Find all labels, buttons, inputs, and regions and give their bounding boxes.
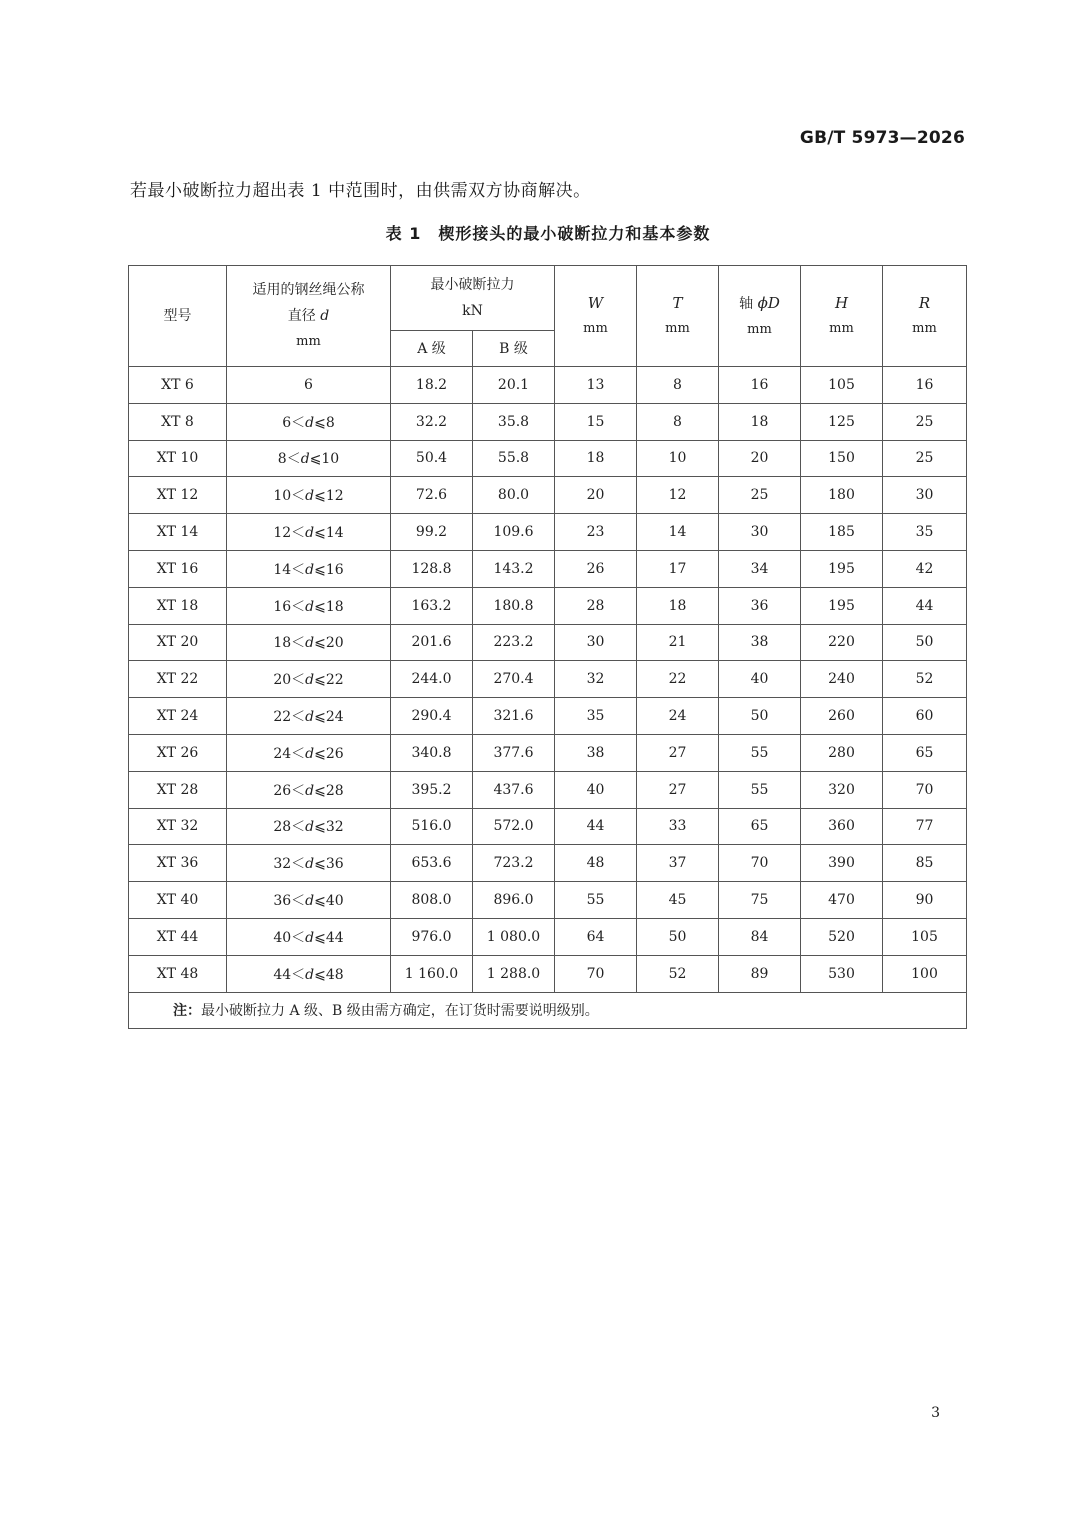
- d-symbol: d: [305, 782, 315, 799]
- cell-grade-a: 340.8: [391, 734, 473, 771]
- cell-t: 33: [637, 808, 719, 845]
- cell-phi-d: 30: [719, 514, 801, 551]
- cell-w: 48: [555, 845, 637, 882]
- d-high: 6: [304, 376, 313, 393]
- cell-r: 25: [883, 440, 967, 477]
- cell-h: 180: [801, 477, 883, 514]
- cell-h: 195: [801, 587, 883, 624]
- note-label: 注：: [173, 1003, 201, 1020]
- cell-grade-a: 516.0: [391, 808, 473, 845]
- table-row: [129, 918, 967, 955]
- cell-r: 65: [883, 734, 967, 771]
- cell-phi-d: 89: [719, 955, 801, 992]
- cell-grade-b: 180.8: [473, 587, 555, 624]
- less-equal-symbol: ⩽: [314, 561, 326, 578]
- d-low: 10: [273, 488, 292, 505]
- cell-phi-d: 40: [719, 661, 801, 698]
- d-high: 8: [325, 414, 335, 431]
- cell-t: 50: [637, 918, 719, 955]
- cell-t: 14: [637, 514, 719, 551]
- d-symbol: d: [305, 856, 315, 873]
- cell-rope-diameter: [227, 661, 391, 698]
- d-low: 28: [273, 819, 292, 836]
- cell-rope-diameter: [227, 882, 391, 919]
- less-equal-symbol: ⩽: [314, 893, 326, 910]
- cell-phi-d: 18: [719, 403, 801, 440]
- d-low: 26: [273, 782, 292, 799]
- cell-grade-b: 1 288.0: [473, 955, 555, 992]
- cell-grade-a: 163.2: [391, 587, 473, 624]
- d-symbol: d: [305, 598, 315, 615]
- table-row: [129, 403, 967, 440]
- header-w: W mm: [555, 266, 637, 367]
- cell-h: 360: [801, 808, 883, 845]
- cell-grade-b: 270.4: [473, 661, 555, 698]
- cell-w: 70: [555, 955, 637, 992]
- cell-model: XT 48: [129, 955, 227, 992]
- cell-grade-b: 1 080.0: [473, 918, 555, 955]
- standard-code: GB/T 5973—2026: [799, 128, 965, 148]
- less-equal-symbol: ⩽: [314, 414, 326, 431]
- cell-phi-d: 25: [719, 477, 801, 514]
- cell-w: 18: [555, 440, 637, 477]
- cell-rope-diameter: [227, 587, 391, 624]
- cell-grade-a: 653.6: [391, 845, 473, 882]
- table-row: [129, 808, 967, 845]
- cell-h: 390: [801, 845, 883, 882]
- cell-model: XT 6: [129, 367, 227, 404]
- cell-h: 260: [801, 698, 883, 735]
- less-equal-symbol: ⩽: [314, 709, 326, 726]
- cell-t: 22: [637, 661, 719, 698]
- cell-phi-d: 34: [719, 550, 801, 587]
- cell-t: 37: [637, 845, 719, 882]
- cell-model: XT 14: [129, 514, 227, 551]
- less-than-symbol: ＜: [291, 525, 306, 542]
- d-symbol: d: [305, 819, 315, 836]
- d-high: 32: [325, 819, 344, 836]
- cell-phi-d: 55: [719, 734, 801, 771]
- cell-rope-diameter: [227, 771, 391, 808]
- cell-grade-a: 18.2: [391, 367, 473, 404]
- cell-grade-a: 201.6: [391, 624, 473, 661]
- cell-grade-b: 896.0: [473, 882, 555, 919]
- cell-phi-d: 16: [719, 367, 801, 404]
- header-model: 型号: [129, 266, 227, 367]
- cell-r: 100: [883, 955, 967, 992]
- cell-h: 530: [801, 955, 883, 992]
- less-than-symbol: ＜: [286, 451, 301, 468]
- cell-w: 38: [555, 734, 637, 771]
- d-low: 8: [277, 451, 287, 468]
- cell-rope-diameter: [227, 367, 391, 404]
- cell-t: 8: [637, 367, 719, 404]
- cell-grade-b: 321.6: [473, 698, 555, 735]
- cell-w: 44: [555, 808, 637, 845]
- d-symbol: d: [305, 635, 315, 652]
- header-r: R mm: [883, 266, 967, 367]
- cell-r: 25: [883, 403, 967, 440]
- less-than-symbol: ＜: [291, 598, 306, 615]
- cell-h: 105: [801, 367, 883, 404]
- cell-grade-a: 244.0: [391, 661, 473, 698]
- cell-h: 185: [801, 514, 883, 551]
- cell-phi-d: 50: [719, 698, 801, 735]
- cell-h: 220: [801, 624, 883, 661]
- header-grade-b: B 级: [473, 331, 555, 367]
- d-symbol: d: [305, 709, 315, 726]
- d-high: 22: [325, 672, 344, 689]
- table-row: [129, 550, 967, 587]
- less-equal-symbol: ⩽: [314, 525, 326, 542]
- less-than-symbol: ＜: [291, 929, 306, 946]
- cell-model: XT 8: [129, 403, 227, 440]
- d-high: 20: [325, 635, 344, 652]
- less-than-symbol: ＜: [291, 745, 306, 762]
- less-equal-symbol: ⩽: [314, 635, 326, 652]
- cell-grade-a: 808.0: [391, 882, 473, 919]
- cell-h: 195: [801, 550, 883, 587]
- cell-h: 240: [801, 661, 883, 698]
- less-than-symbol: ＜: [291, 488, 306, 505]
- less-equal-symbol: ⩽: [309, 451, 322, 468]
- less-than-symbol: ＜: [291, 782, 306, 799]
- table-row: [129, 587, 967, 624]
- d-symbol: d: [305, 745, 315, 762]
- cell-model: XT 12: [129, 477, 227, 514]
- cell-rope-diameter: [227, 477, 391, 514]
- cell-rope-diameter: [227, 514, 391, 551]
- less-equal-symbol: ⩽: [314, 929, 326, 946]
- cell-h: 125: [801, 403, 883, 440]
- d-symbol: d: [305, 525, 315, 542]
- cell-grade-a: 395.2: [391, 771, 473, 808]
- parameter-table: [128, 265, 967, 1029]
- cell-grade-b: 143.2: [473, 550, 555, 587]
- table-row: [129, 514, 967, 551]
- d-high: 24: [325, 709, 344, 726]
- cell-phi-d: 84: [719, 918, 801, 955]
- cell-r: 50: [883, 624, 967, 661]
- d-low: 44: [273, 966, 292, 983]
- d-high: 26: [325, 745, 344, 762]
- header-grade-a: A 级: [391, 331, 473, 367]
- less-than-symbol: ＜: [291, 635, 306, 652]
- d-symbol: d: [300, 451, 310, 468]
- cell-w: 28: [555, 587, 637, 624]
- cell-r: 60: [883, 698, 967, 735]
- d-high: 16: [325, 561, 344, 578]
- cell-phi-d: 38: [719, 624, 801, 661]
- d-high: 40: [325, 893, 344, 910]
- cell-grade-b: 223.2: [473, 624, 555, 661]
- cell-t: 12: [637, 477, 719, 514]
- cell-rope-diameter: [227, 550, 391, 587]
- table-row: [129, 661, 967, 698]
- cell-t: 18: [637, 587, 719, 624]
- cell-r: 42: [883, 550, 967, 587]
- cell-phi-d: 36: [719, 587, 801, 624]
- cell-w: 23: [555, 514, 637, 551]
- cell-t: 52: [637, 955, 719, 992]
- table-row: [129, 698, 967, 735]
- table-row: [129, 882, 967, 919]
- less-equal-symbol: ⩽: [314, 966, 326, 983]
- d-symbol: d: [305, 672, 315, 689]
- less-equal-symbol: ⩽: [314, 819, 326, 836]
- cell-w: 40: [555, 771, 637, 808]
- cell-grade-b: 55.8: [473, 440, 555, 477]
- cell-r: 90: [883, 882, 967, 919]
- cell-model: XT 32: [129, 808, 227, 845]
- header-rope-diameter: 适用的钢丝绳公称 直径 d mm: [227, 266, 391, 367]
- d-low: 16: [273, 598, 292, 615]
- cell-grade-b: 723.2: [473, 845, 555, 882]
- cell-r: 52: [883, 661, 967, 698]
- cell-w: 30: [555, 624, 637, 661]
- table-note: [129, 992, 967, 1028]
- table-row: [129, 440, 967, 477]
- d-high: 48: [325, 966, 344, 983]
- less-than-symbol: ＜: [291, 966, 306, 983]
- less-than-symbol: ＜: [291, 893, 306, 910]
- less-than-symbol: ＜: [291, 709, 306, 726]
- d-low: 40: [273, 929, 292, 946]
- d-high: 36: [325, 856, 344, 873]
- less-than-symbol: ＜: [291, 819, 306, 836]
- cell-h: 280: [801, 734, 883, 771]
- cell-model: XT 40: [129, 882, 227, 919]
- less-equal-symbol: ⩽: [314, 856, 326, 873]
- cell-grade-a: 290.4: [391, 698, 473, 735]
- cell-rope-diameter: [227, 624, 391, 661]
- less-than-symbol: ＜: [291, 414, 306, 431]
- d-high: 44: [325, 929, 344, 946]
- cell-r: 30: [883, 477, 967, 514]
- d-high: 14: [325, 525, 344, 542]
- table-row: [129, 624, 967, 661]
- cell-h: 150: [801, 440, 883, 477]
- table-row: [129, 845, 967, 882]
- d-low: 12: [273, 525, 292, 542]
- less-than-symbol: ＜: [291, 672, 306, 689]
- table-row: [129, 955, 967, 992]
- less-than-symbol: ＜: [291, 561, 306, 578]
- cell-grade-b: 572.0: [473, 808, 555, 845]
- d-low: 14: [273, 561, 292, 578]
- cell-phi-d: 20: [719, 440, 801, 477]
- d-high: 12: [325, 488, 344, 505]
- cell-model: XT 10: [129, 440, 227, 477]
- cell-rope-diameter: [227, 698, 391, 735]
- d-low: 18: [273, 635, 292, 652]
- cell-grade-b: 377.6: [473, 734, 555, 771]
- cell-t: 24: [637, 698, 719, 735]
- cell-t: 17: [637, 550, 719, 587]
- page-number: 3: [931, 1405, 940, 1421]
- cell-rope-diameter: [227, 918, 391, 955]
- less-equal-symbol: ⩽: [314, 488, 326, 505]
- table-row: [129, 367, 967, 404]
- less-equal-symbol: ⩽: [314, 745, 326, 762]
- cell-t: 45: [637, 882, 719, 919]
- cell-rope-diameter: [227, 403, 391, 440]
- intro-paragraph: 若最小破断拉力超出表 1 中范围时，由供需双方协商解决。: [130, 181, 591, 201]
- cell-t: 21: [637, 624, 719, 661]
- header-breaking-force: 最小破断拉力 kN: [391, 266, 555, 331]
- cell-grade-b: 109.6: [473, 514, 555, 551]
- less-than-symbol: ＜: [291, 856, 306, 873]
- cell-model: XT 26: [129, 734, 227, 771]
- cell-phi-d: 75: [719, 882, 801, 919]
- cell-grade-a: 128.8: [391, 550, 473, 587]
- cell-model: XT 18: [129, 587, 227, 624]
- cell-model: XT 24: [129, 698, 227, 735]
- cell-model: XT 36: [129, 845, 227, 882]
- cell-grade-b: 20.1: [473, 367, 555, 404]
- cell-w: 35: [555, 698, 637, 735]
- d-symbol: d: [305, 488, 315, 505]
- cell-rope-diameter: [227, 734, 391, 771]
- cell-w: 26: [555, 550, 637, 587]
- cell-h: 470: [801, 882, 883, 919]
- less-equal-symbol: ⩽: [314, 672, 326, 689]
- cell-grade-b: 35.8: [473, 403, 555, 440]
- cell-model: XT 22: [129, 661, 227, 698]
- header-h: H mm: [801, 266, 883, 367]
- cell-r: 85: [883, 845, 967, 882]
- cell-r: 77: [883, 808, 967, 845]
- note-text: 最小破断拉力 A 级、B 级由需方确定，在订货时需要说明级别。: [201, 1003, 599, 1020]
- cell-model: XT 20: [129, 624, 227, 661]
- cell-r: 16: [883, 367, 967, 404]
- less-equal-symbol: ⩽: [314, 598, 326, 615]
- d-symbol: d: [305, 893, 315, 910]
- cell-r: 70: [883, 771, 967, 808]
- cell-w: 32: [555, 661, 637, 698]
- cell-rope-diameter: [227, 808, 391, 845]
- cell-grade-a: 99.2: [391, 514, 473, 551]
- cell-r: 35: [883, 514, 967, 551]
- d-low: 6: [282, 414, 292, 431]
- table-caption: 表 1 楔形接头的最小破断拉力和基本参数: [385, 224, 711, 243]
- d-high: 28: [325, 782, 344, 799]
- cell-model: XT 44: [129, 918, 227, 955]
- cell-phi-d: 65: [719, 808, 801, 845]
- d-symbol: d: [305, 929, 315, 946]
- cell-grade-a: 1 160.0: [391, 955, 473, 992]
- cell-t: 8: [637, 403, 719, 440]
- d-symbol: d: [305, 561, 315, 578]
- cell-rope-diameter: [227, 440, 391, 477]
- d-low: 22: [273, 709, 292, 726]
- cell-t: 27: [637, 771, 719, 808]
- d-high: 18: [325, 598, 344, 615]
- table-row: [129, 771, 967, 808]
- cell-grade-a: 50.4: [391, 440, 473, 477]
- d-low: 32: [273, 856, 292, 873]
- header-t: T mm: [637, 266, 719, 367]
- d-high: 10: [321, 451, 340, 468]
- cell-t: 27: [637, 734, 719, 771]
- header-axle-d: 轴 ϕD mm: [719, 266, 801, 367]
- cell-r: 44: [883, 587, 967, 624]
- less-equal-symbol: ⩽: [314, 782, 326, 799]
- cell-rope-diameter: [227, 845, 391, 882]
- cell-w: 20: [555, 477, 637, 514]
- cell-grade-b: 80.0: [473, 477, 555, 514]
- cell-t: 10: [637, 440, 719, 477]
- cell-model: XT 28: [129, 771, 227, 808]
- d-symbol: d: [305, 414, 315, 431]
- d-low: 24: [273, 745, 292, 762]
- cell-grade-a: 976.0: [391, 918, 473, 955]
- cell-phi-d: 70: [719, 845, 801, 882]
- table-body: [129, 367, 967, 993]
- cell-model: XT 16: [129, 550, 227, 587]
- cell-r: 105: [883, 918, 967, 955]
- cell-grade-a: 72.6: [391, 477, 473, 514]
- cell-w: 64: [555, 918, 637, 955]
- cell-h: 520: [801, 918, 883, 955]
- cell-phi-d: 55: [719, 771, 801, 808]
- table-row: [129, 734, 967, 771]
- table-row: [129, 477, 967, 514]
- cell-w: 15: [555, 403, 637, 440]
- cell-rope-diameter: [227, 955, 391, 992]
- d-symbol: d: [305, 966, 315, 983]
- cell-h: 320: [801, 771, 883, 808]
- d-low: 36: [273, 893, 292, 910]
- cell-w: 13: [555, 367, 637, 404]
- d-low: 20: [273, 672, 292, 689]
- cell-grade-b: 437.6: [473, 771, 555, 808]
- cell-w: 55: [555, 882, 637, 919]
- cell-grade-a: 32.2: [391, 403, 473, 440]
